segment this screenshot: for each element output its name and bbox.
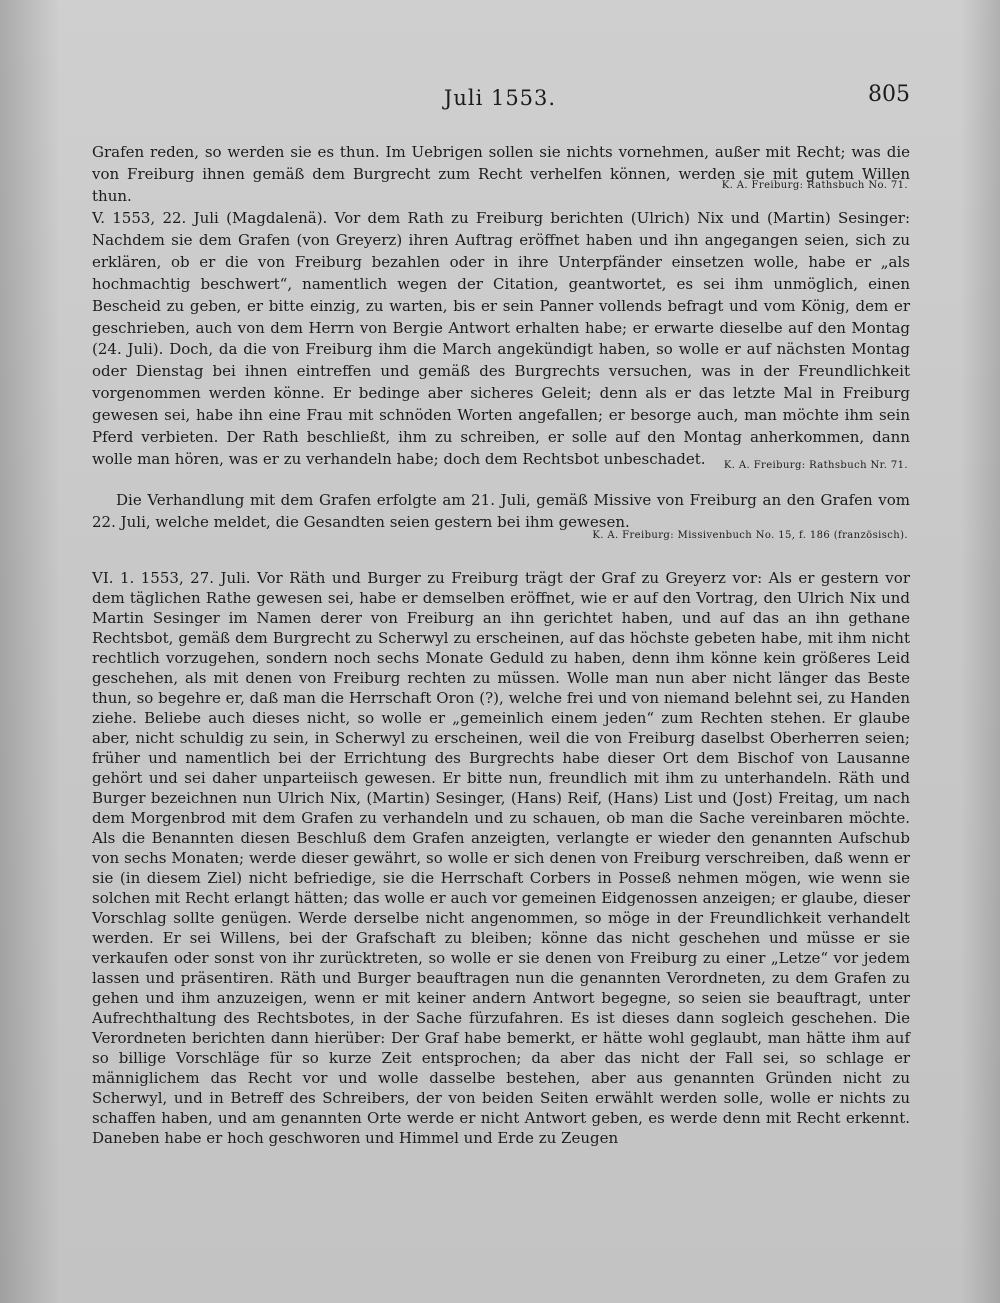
section-label: V. 1553, 22. Juli (Magdalenä). bbox=[92, 209, 328, 227]
page-header-title: Juli 1553. bbox=[443, 86, 557, 110]
paragraph-note bbox=[92, 490, 910, 534]
source-citation: K. A. Freiburg: Rathsbuch Nr. 71. bbox=[723, 460, 908, 471]
paragraph-text: Vor dem Rath zu Freiburg berichten (Ulrich) Nix und (Martin) Sesinger: Nachdem sie dem Grafen (von Greyerz) ihren Auftrag eröffnet haben und ihn angegangen seien, sich zu erklären, ob er die von Freiburg bezahlen oder in ihre Unterpfänder einsetzen wolle, habe er „als hochmachtig beschwert“, namentlich wegen der Citation, geantwortet, es sei ihm unmöglich, einen Bescheid zu geben, er bitte einzig, zu warten, bis er sein Panner vollends befragt und vom König, dem er geschrieben, auch von dem Herrn von Bergie Antwort erhalten habe; er erwarte dieselbe auf den Montag (24. Juli). Doch, da die von Freiburg ihm die March angekündigt haben, so wolle er auf nächsten Montag oder Dienstag bei ihnen eintreffen und gemäß des Burgrechts versuchen, was in der Freundlichkeit vorgenommen werden könne. Er bedinge aber sicheres Geleit; denn als er das letzte Mal in Freiburg gewesen sei, habe ihn eine Frau mit schnöden Worten angefallen; er besorge auch, man möchte ihm sein Pferd verbieten. Der Rath beschließt, ihm zu schreiben, er solle auf den Montag anherkommen, dann wolle man hören, was er zu verhandeln habe; doch dem Rechtsbot unbeschadet. bbox=[92, 209, 910, 468]
paragraph-text: Die Verhandlung mit dem Grafen erfolgte am 21. Juli, gemäß Missive von Freiburg an den Grafen vom 22. Juli, welche meldet, die Gesandten seien gestern bei ihm gewesen. bbox=[92, 491, 910, 531]
paragraph-text: Vor Räth und Burger zu Freiburg trägt der Graf zu Greyerz vor: Als er gestern vor dem täglichen Rathe gewesen sei, habe er demselben eröffnet, wie er auf den Vortrag, den Ulrich Nix und Martin Sesinger im Namen derer von Freiburg an ihn gerichtet haben, und auf das an ihn gethane Rechtsbot, gemäß dem Burgrecht zu Scherwyl zu erscheinen, auf das höchste gebeten habe, mit ihm nicht rechtlich vorzugehen, sondern noch sechs Monate Geduld zu haben, denn ihm könne kein größeres Leid geschehen, als mit denen von Freiburg rechten zu müssen. Wolle man nun aber nicht länger das Beste thun, so begehre er, daß man die Herrschaft Oron (?), welche frei und von niemand belehnt sei, zu Handen ziehe. Beliebe auch dieses nicht, so wolle er „gemeinlich einem jeden“ zum Rechten stehen. Er glaube aber, nicht schuldig zu sein, in Scherwyl zu erscheinen, weil die von Freiburg daselbst Oberherren seien; früher und namentlich bei der Errichtung des Burgrechts habe dieser Ort dem Bischof von Lausanne gehört und sei daher unparteiisch gewesen. Er bitte nun, freundlich mit ihm zu unterhandeln. Räth und Burger bezeichnen nun Ulrich Nix, (Martin) Sesinger, (Hans) Reif, (Hans) List und (Jost) Freitag, um nach dem Morgenbrod mit dem Grafen zu verhandeln und zu schauen, ob man die Sache vereinbaren möchte. Als die Benannten diesen Beschluß dem Grafen anzeigten, verlangte er wieder den genannten Aufschub von sechs Monaten; werde dieser gewährt, so wolle er sich denen von Freiburg verschreiben, daß wenn er sie (in diesem Ziel) nicht befriedige, sie die Herrschaft Corbers in Posseß nehmen mögen, wie wenn sie solchen mit Recht erlangt hätten; das wolle er auch vor gemeinen Eidgenossen anzeigen; er glaube, dieser Vorschlag sollte genügen. Werde derselbe nicht angenommen, so möge in der Freundlichkeit verhandelt werden. Er sei Willens, bei der Grafschaft zu bleiben; könne das nicht geschehen und müsse er sie verkaufen oder sonst von ihr zurücktreten, so wolle er sie denen von Freiburg zu einer „Letze“ vor jedem lassen und präsentiren. Räth und Burger beauftragen nun die genannten Verordneten, zu dem Grafen zu gehen und ihm anzuzeigen, wenn er mit keiner andern Antwort begegne, so seien sie beauftragt, unter Aufrechthaltung des Rechtsbotes, in der Sache fürzufahren. Es ist dieses dann sogleich geschehen. Die Verordneten berichten dann hierüber: Der Graf habe bemerkt, er hätte wohl geglaubt, man hätte ihm auf so billige Vorschläge für so kurze Zeit entsprochen; da aber das nicht der Fall sei, so schlage er männiglichem das Recht vor und wolle dasselbe bestehen, aber aus genannten Gründen nicht zu Scherwyl, und in Betreff des Schreibers, der von beiden Seiten erwählt werden solle, wolle er nichts zu schaffen haben, und am genannten Orte werde er nicht Antwort geben, es werde denn mit Recht erkennt. Daneben habe er hoch geschworen und Himmel und Erde zu Zeugen bbox=[92, 569, 910, 1147]
source-citation: K. A. Freiburg: Rathsbuch No. 71. bbox=[721, 180, 908, 191]
section-v bbox=[92, 208, 910, 471]
section-vi bbox=[92, 568, 910, 1148]
paragraph-continuation bbox=[92, 142, 910, 208]
paragraph-text: Grafen reden, so werden sie es thun. Im Uebrigen sollen sie nichts vornehmen, außer mit Recht; was die von Freiburg ihnen gemäß dem Burgrecht zum Recht verhelfen können, werden sie mit gutem Willen thun. bbox=[92, 143, 910, 205]
section-label: VI. 1. 1553, 27. Juli. bbox=[92, 569, 251, 587]
source-citation: K. A. Freiburg: Missivenbuch No. 15, f. 186 (französisch). bbox=[592, 530, 908, 541]
page-number: 805 bbox=[868, 82, 910, 107]
